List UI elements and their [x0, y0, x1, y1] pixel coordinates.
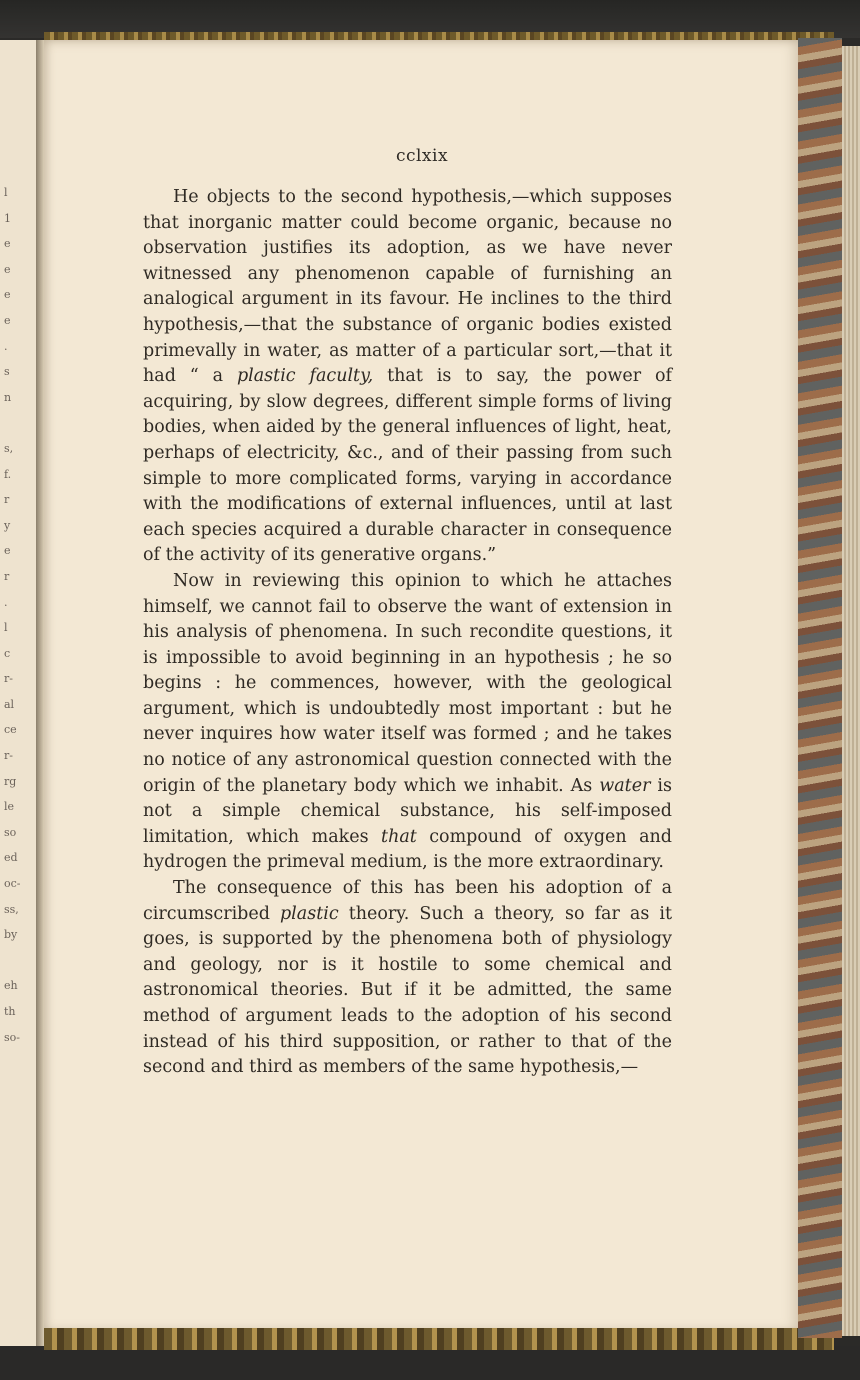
italic-text: plastic: [279, 903, 339, 924]
paragraph: [143, 185, 672, 569]
book-gutter: [36, 40, 44, 1346]
paragraph: [143, 569, 672, 876]
text-segment: theory. Such a theory, so far as it goes, is supported by the phenomena both of physiology and geology, nor is it hostile to some chemical and astronomical theories. But if it be admitted, the same method of argument leads to the adoption of his second instead of his third supposition, or rather to that of the second and third as members of the same hypothesis,—: [143, 903, 672, 1078]
text-segment: compound of oxygen and hydrogen the primeval medium, is the more extraordinary.: [143, 826, 672, 873]
italic-text: water: [599, 775, 651, 796]
marbled-board-edge: [798, 38, 842, 1338]
facing-page-text-fragments: l 1 e e e e . s n s, f. r y e r . l c r- al ce r- rg le so ed oc- ss, by eh th so-: [4, 186, 21, 1044]
text-segment: Now in reviewing this opinion to which he attaches himself, we cannot fail to observe the want of extension in his analysis of phenomena. In such recondite questions, it is impossible to avoid beginning in an hypothesis ; he so begins : he commences, however, with the geological argument, which is undoubtedly most important : but he never inquires how water itself was formed ; and he takes no notice of any astronomical question connected with the origin of the planetary body which we inhabit. As: [143, 570, 672, 796]
text-segment: that is to say, the power of acquiring, by slow degrees, different simple forms of living bodies, when aided by the general influences of light, heat, perhaps of electricity, &c., and of their passing from such simple to more complicated forms, varying in accordance with the modifications of external influences, until at last each species acquired a durable character in consequence of the activity of its generative organs.”: [143, 366, 672, 566]
page-number: cclxix: [395, 146, 449, 166]
text-segment: is not a simple chemical substance, his self-imposed limitation, which makes: [143, 775, 672, 847]
gilt-edge-bottom: [44, 1328, 834, 1350]
paragraph: [143, 876, 672, 1081]
text-segment: The consequence of this has been his adoption of a circumscribed: [143, 878, 672, 924]
text-segment: He objects to the second hypothesis,—which supposes that inorganic matter could become organic, because no observation justifies its adoption, as we have never witnessed any phenomenon capable of furnishing an analogical argument in its favour. He inclines to the third hypothesis,—that the substance of organic bodies existed primevally in water, as matter of a particular sort,—that it had “ a: [143, 187, 672, 387]
page-fore-edge: [842, 46, 860, 1336]
body-text: [143, 185, 672, 1081]
italic-text: that: [381, 826, 417, 847]
scanner-background-bottom: [0, 1346, 860, 1380]
italic-text: plastic faculty,: [236, 366, 374, 387]
facing-page-edge: [0, 40, 38, 1346]
